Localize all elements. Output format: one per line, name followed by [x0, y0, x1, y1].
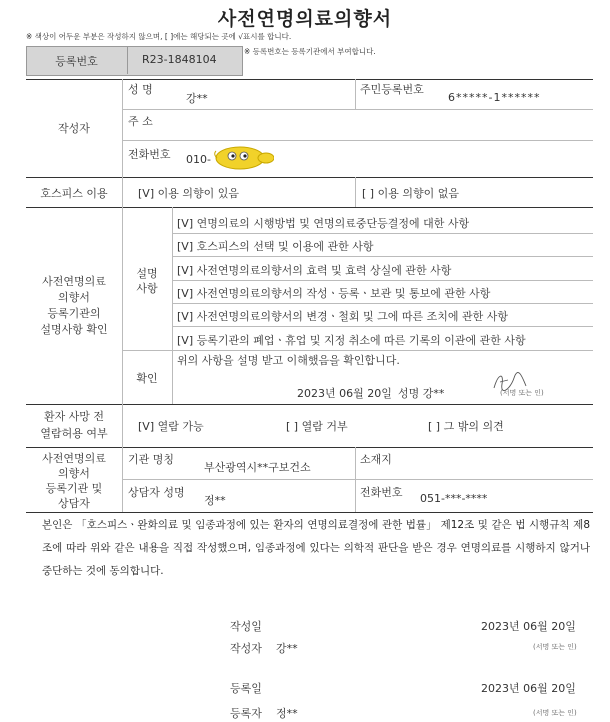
explanation-item[interactable]: [V] 등록기관의 폐업ㆍ휴업 및 지정 취소에 따른 기록의 이관에 관한 사항 [177, 334, 526, 347]
note-left: ※ 색상이 어두운 부분은 작성하지 않으며, [ ]에는 해당되는 곳에 √표시를 합니다. [26, 32, 292, 41]
page-title: 사전연명의료의향서 [217, 8, 393, 30]
confirm-sign-hint: (서명 또는 인) [500, 389, 544, 397]
confirm-signer[interactable]: 성명 강** [398, 387, 445, 400]
phone-value[interactable]: 010- [186, 153, 211, 166]
registration-value: R23-1848104 [142, 53, 217, 66]
counselor-name: 정** [204, 494, 226, 507]
address-label: 주 소 [128, 115, 153, 128]
counselor-label: 상담자 성명 [128, 486, 185, 499]
author-section-label: 작성자 [58, 122, 90, 135]
writer-sign-hint: (서명 또는 인) [533, 643, 577, 651]
explanation-item[interactable]: [V] 호스피스의 선택 및 이용에 관한 사항 [177, 240, 374, 253]
rrn-value[interactable]: 6*****-1****** [448, 91, 541, 104]
registration-label: 등록번호 [55, 55, 98, 68]
confirm-text: 위의 사항을 설명 받고 이해했음을 확인합니다. [177, 354, 400, 367]
inspection-label: 환자 사망 전 열람허용 여부 [40, 410, 108, 440]
registrar-sign-hint: (서명 또는 인) [533, 709, 577, 717]
hospice-yes-option[interactable]: [V] 이용 의향이 있음 [138, 187, 239, 200]
registered-date: 2023년 06월 20일 [481, 682, 576, 695]
explanation-section-label: 사전연명의료 의향서 등록기관의 설명사항 확인 [40, 275, 108, 336]
table-top-rule [26, 79, 593, 80]
writer-name[interactable]: 강** [276, 642, 298, 655]
institution-location-label: 소재지 [360, 453, 392, 466]
registrar-name[interactable]: 정** [276, 707, 298, 720]
written-date: 2023년 06월 20일 [481, 620, 576, 633]
note-right: ※ 등록번호는 등록기관에서 부여합니다. [244, 47, 376, 56]
explanation-item[interactable]: [V] 사전연명의료의향서의 변경ㆍ철회 및 그에 따른 조치에 관한 사항 [177, 310, 508, 323]
inspection-other-option[interactable]: [ ] 그 밖의 의견 [428, 420, 504, 433]
explanation-item[interactable]: [V] 사전연명의료의향서의 작성ㆍ등록ㆍ보관 및 통보에 관한 사항 [177, 287, 491, 300]
consent-statement: 본인은 「호스피스ㆍ완화의료 및 임종과정에 있는 환자의 연명의료결정에 관한 법률」 제12조 및 같은 법 시행규칙 제8조에 따라 위와 같은 내용을 직접 작성했으며, 임종과정에 있다는 의학적 판단을 받은 경우 연명의료를 시행하지 않거나 중단하는 것에 동의합니다. [42, 519, 590, 578]
writer-label: 작성자 [230, 642, 262, 655]
hospice-label: 호스피스 이용 [40, 187, 108, 200]
name-label: 성 명 [128, 83, 153, 96]
confirm-label: 확인 [136, 372, 158, 385]
institution-phone: 051-***-**** [420, 492, 488, 505]
institution-name-label: 기관 명칭 [128, 453, 175, 466]
institution-section-label: 사전연명의료 의향서 등록기관 및 상담자 [42, 452, 106, 510]
inspection-deny-option[interactable]: [ ] 열람 거부 [286, 420, 348, 433]
explanation-item[interactable]: [V] 연명의료의 시행방법 및 연명의료중단등결정에 대한 사항 [177, 217, 470, 230]
sticker-icon [212, 144, 274, 172]
institution-name: 부산광역시**구보건소 [204, 461, 311, 474]
written-date-label: 작성일 [230, 620, 262, 633]
phone-label: 전화번호 [128, 148, 171, 161]
hospice-no-option[interactable]: [ ] 이용 의향이 없음 [362, 187, 459, 200]
explanation-sub-label: 설명 사항 [136, 267, 158, 295]
inspection-allow-option[interactable]: [V] 열람 가능 [138, 420, 204, 433]
author-name[interactable]: 강** [186, 92, 208, 105]
registrar-label: 등록자 [230, 707, 262, 720]
rrn-label: 주민등록번호 [360, 83, 424, 96]
registered-date-label: 등록일 [230, 682, 262, 695]
institution-phone-label: 전화번호 [360, 486, 403, 499]
explanation-item[interactable]: [V] 사전연명의료의향서의 효력 및 효력 상실에 관한 사항 [177, 264, 452, 277]
confirm-date: 2023년 06월 20일 [297, 387, 392, 400]
table-bottom-rule [26, 512, 593, 513]
